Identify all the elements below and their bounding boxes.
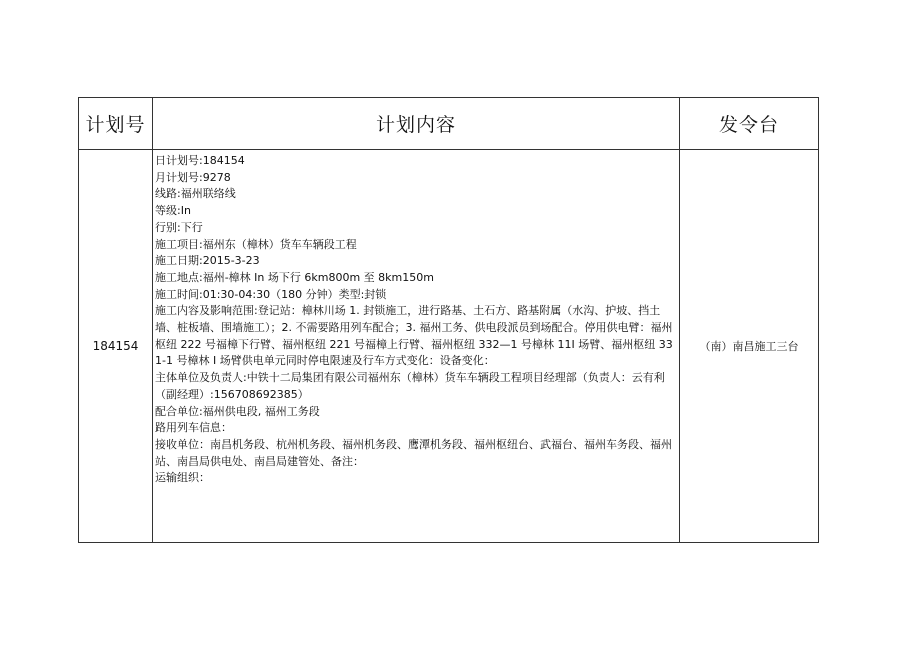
content-line: 行别:下行 [155,220,203,234]
table-row [79,150,819,543]
header-plan-no: 计划号 [79,98,153,150]
content-line: 月计划号:9278 [155,170,231,184]
cooperation-text: 配合单位:福州供电段, 福州工务段 [155,404,320,418]
header-dispatch-station: 发令台 [680,98,819,150]
header-plan-content: 计划内容 [153,98,680,150]
responsible-text: 主体单位及负责人:中铁十二局集团有限公司福州东（樟林）货车车辆段工程项目经理部（负责人：云有利（副经理）:15670869​2385） [155,371,665,401]
transport-text: 运输组织： [155,471,210,485]
plan-content-cell [153,150,680,543]
plan-no-cell: 184154 [79,150,153,543]
content-line: 日计划号:184154 [155,154,245,167]
plan-table [78,97,819,543]
dispatch-station-cell: （南）南昌施工三台 [680,150,819,543]
content-line: 施工地点:福州-樟林 In 场下行 6km800m 至 8km150m [155,270,434,284]
content-line: 施工项目:福州东（樟林）货车车辆段工程 [155,237,357,251]
content-line: 施工时间:01:30-04:30（180 分钟）类型:封锁 [155,287,387,301]
content-line: 线路:福州联络线 [155,187,236,201]
train-info-text: 路用列车信息： [155,421,232,435]
content-line: 等级:In [155,204,191,218]
content-line: 施工日期:2015-3-23 [155,254,260,268]
scope-text: 施工内容及影响范围:登记站：樟林川场 1. 封锁施工，进行路基、土石方、路基附属（水沟、护坡、挡土墙、桩板墙、围墙施工）；2. 不需要路用列车配合；3. 福州工务、供电段派员到场配合。停用供电臂：福州枢纽 222 号福樟下行臂、福州枢纽 221 号福樟上行臂、福州枢纽 332—1 号樟林 11I 场臂、福州枢纽 331-1 号樟林 I 场臂供电单元同时停电限速及行车方式变化：设备变化： [155,304,673,368]
receivers-text: 接收单位：南昌机务段、杭州机务段、福州机务段、鹰潭机务段、福州枢纽台、武福台、福州车务段、福州站、南昌局供电处、南昌局建管处、备注： [155,437,672,468]
table-header-row [79,98,819,150]
